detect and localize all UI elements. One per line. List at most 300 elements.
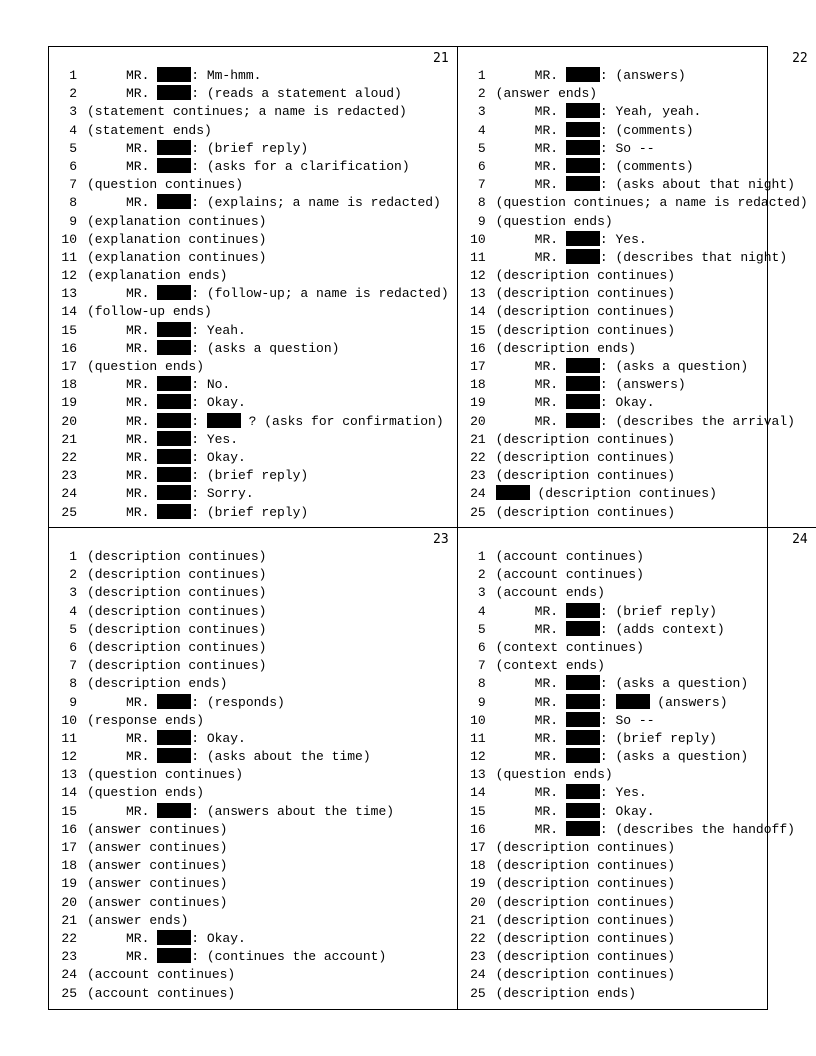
transcript-line <box>464 748 808 766</box>
transcript-line <box>464 158 808 176</box>
transcript-line <box>55 231 449 249</box>
transcript-line <box>464 603 808 621</box>
line-number: 8 <box>69 676 77 692</box>
line-text: (answer continues) <box>87 876 228 892</box>
line-text: (account continues) <box>87 967 236 983</box>
redaction-box <box>157 504 191 519</box>
transcript-line <box>55 730 449 748</box>
line-number: 20 <box>470 894 486 910</box>
transcript-line <box>55 603 449 621</box>
line-number: 10 <box>61 712 77 728</box>
transcript-line <box>55 748 449 766</box>
redaction-box <box>157 85 191 100</box>
transcript-line <box>464 67 808 85</box>
line-text: MR. : (answers) <box>495 694 728 710</box>
line-text: (answer ends) <box>495 86 598 102</box>
transcript-line <box>464 176 808 194</box>
line-number: 6 <box>69 158 77 174</box>
line-text: (question ends) <box>495 213 613 229</box>
redaction-box <box>157 158 191 173</box>
redaction-box <box>566 176 600 191</box>
line-text: (description continues) <box>495 949 676 965</box>
transcript-line <box>464 85 808 103</box>
line-text: MR. : (asks a question) <box>87 340 340 356</box>
redaction-box <box>566 730 600 745</box>
line-text: MR. : (brief reply) <box>87 468 309 484</box>
line-number: 21 <box>61 912 77 928</box>
redaction-box <box>566 103 600 118</box>
line-number: 6 <box>477 639 486 655</box>
transcript-line <box>55 584 449 602</box>
transcript-line <box>55 467 449 485</box>
redaction-box <box>157 194 191 209</box>
line-number: 16 <box>61 821 77 837</box>
line-text: MR. : (brief reply) <box>495 603 717 619</box>
line-number: 14 <box>61 304 77 320</box>
transcript-line <box>55 948 449 966</box>
transcript-line <box>55 358 449 376</box>
line-text: MR. : (asks a question) <box>495 676 749 692</box>
line-number: 5 <box>69 621 77 637</box>
redaction-box <box>157 376 191 391</box>
line-number: 11 <box>470 730 486 746</box>
transcript-line <box>55 213 449 231</box>
transcript-line <box>55 103 449 121</box>
redaction-box <box>566 621 600 636</box>
line-text: (answer ends) <box>87 912 189 928</box>
line-text: MR. : Yes. <box>495 231 647 247</box>
transcript-line <box>55 449 449 467</box>
line-text: MR. : Okay. <box>495 803 655 819</box>
line-number: 25 <box>470 504 486 520</box>
redaction-box <box>157 930 191 945</box>
redaction-box <box>157 340 191 355</box>
line-text: (description ends) <box>495 985 637 1001</box>
line-text: MR. : No. <box>87 377 231 393</box>
transcript-line <box>55 249 449 267</box>
line-text: (statement continues; a name is redacted) <box>87 104 407 120</box>
line-number: 13 <box>470 286 486 302</box>
transcript-line <box>55 966 449 984</box>
redaction-box <box>496 485 530 500</box>
redaction-box <box>566 67 600 82</box>
line-number: 9 <box>477 694 486 710</box>
transcript-line <box>55 122 449 140</box>
line-text: (description continues) <box>495 286 676 302</box>
redaction-box <box>566 231 600 246</box>
transcript-line <box>464 821 808 839</box>
line-number: 1 <box>477 549 486 564</box>
transcript-line <box>464 267 808 285</box>
line-number: 10 <box>61 231 77 247</box>
redaction-box <box>566 158 600 173</box>
line-number: 9 <box>69 694 77 710</box>
line-number: 2 <box>477 86 486 102</box>
transcript-line <box>464 231 808 249</box>
line-text: (statement ends) <box>87 122 212 138</box>
line-number: 5 <box>477 621 486 637</box>
transcript-line <box>464 548 808 566</box>
redaction-box <box>157 485 191 500</box>
page-number: 24 <box>792 532 808 547</box>
line-text: (description continues) <box>87 658 267 674</box>
line-text: MR. : (asks about that night) <box>495 177 795 193</box>
line-number: 20 <box>61 894 77 910</box>
line-number: 17 <box>61 840 77 855</box>
line-text: (answer continues) <box>87 858 228 874</box>
transcript-line <box>55 376 449 394</box>
line-number: 21 <box>61 431 77 447</box>
line-number: 19 <box>61 876 77 892</box>
line-text: (description continues) <box>87 639 267 655</box>
line-text: MR. : ? (asks for confirmation) <box>87 413 444 429</box>
line-text: MR. : (brief reply) <box>87 140 309 156</box>
transcript-line <box>464 358 808 376</box>
line-number: 22 <box>470 449 486 465</box>
line-number: 17 <box>470 359 486 374</box>
transcript-line <box>464 103 808 121</box>
redaction-box <box>207 413 241 428</box>
line-number: 1 <box>69 68 77 83</box>
transcript-line <box>464 966 808 984</box>
transcript-line <box>464 376 808 394</box>
line-number: 14 <box>470 785 486 801</box>
transcript-line <box>464 303 808 321</box>
transcript-line <box>55 784 449 802</box>
transcript-line <box>464 803 808 821</box>
transcript-line <box>55 694 449 712</box>
transcript-line <box>464 985 808 1003</box>
line-number: 9 <box>477 213 486 229</box>
line-text: MR. : (answers about the time) <box>87 803 395 819</box>
line-text: (account continues) <box>495 549 644 564</box>
line-text: (context ends) <box>495 658 605 674</box>
transcript-line <box>464 621 808 639</box>
transcript-line <box>464 584 808 602</box>
line-text: (description continues) <box>495 894 676 910</box>
line-number: 15 <box>61 322 77 338</box>
line-number: 23 <box>61 949 77 965</box>
redaction-box <box>157 748 191 763</box>
redaction-box <box>566 694 600 709</box>
line-text: (account continues) <box>87 985 236 1001</box>
line-number: 22 <box>61 449 77 465</box>
line-text: MR. : (describes the handoff) <box>495 821 795 837</box>
line-number: 14 <box>61 785 77 801</box>
line-number: 1 <box>69 549 77 564</box>
line-text: (question ends) <box>87 359 205 374</box>
line-text: (explanation continues) <box>87 213 267 229</box>
redaction-box <box>157 803 191 818</box>
line-text: MR. : (brief reply) <box>87 504 309 520</box>
line-text: MR. : Okay. <box>87 730 246 746</box>
transcript-line <box>55 566 449 584</box>
transcript-sheet <box>48 46 808 1010</box>
line-number: 5 <box>477 140 486 156</box>
line-text: (description continues) <box>495 449 676 465</box>
line-text: MR. : (asks a question) <box>495 359 749 374</box>
line-number: 8 <box>477 195 486 211</box>
page-number: 23 <box>433 532 449 547</box>
line-number: 23 <box>470 468 486 484</box>
redaction-box <box>157 67 191 82</box>
redaction-box <box>157 285 191 300</box>
line-number: 16 <box>470 821 486 837</box>
redaction-box <box>566 603 600 618</box>
transcript-line <box>464 194 808 212</box>
line-text: MR. : (comments) <box>495 158 694 174</box>
line-text: (question continues) <box>87 177 244 193</box>
transcript-page <box>49 528 458 1009</box>
line-number: 12 <box>61 749 77 765</box>
line-number: 24 <box>470 967 486 983</box>
transcript-line <box>55 303 449 321</box>
line-number: 13 <box>61 286 77 302</box>
line-number: 8 <box>477 676 486 692</box>
line-number: 16 <box>470 340 486 356</box>
line-text: (description continues) <box>495 431 676 447</box>
transcript-line <box>464 449 808 467</box>
line-text: MR. : Yes. <box>495 785 647 801</box>
transcript-line <box>464 413 808 431</box>
transcript-line <box>55 639 449 657</box>
transcript-line <box>464 712 808 730</box>
transcript-line <box>464 948 808 966</box>
line-number: 19 <box>470 876 486 892</box>
redaction-box <box>157 449 191 464</box>
page-number: 21 <box>433 51 449 66</box>
transcript-line <box>55 985 449 1003</box>
transcript-line <box>55 657 449 675</box>
redaction-box <box>157 322 191 337</box>
line-text: MR. : (explains; a name is redacted) <box>87 195 441 211</box>
transcript-line <box>464 322 808 340</box>
line-number: 3 <box>69 585 77 601</box>
line-text: MR. : (asks for a clarification) <box>87 158 410 174</box>
transcript-line <box>464 857 808 875</box>
line-text: MR. : (asks a question) <box>495 749 749 765</box>
line-text: MR. : (follow-up; a name is redacted) <box>87 286 449 302</box>
transcript-line <box>55 894 449 912</box>
transcript-line <box>464 694 808 712</box>
line-number: 18 <box>61 858 77 874</box>
line-text: (answer continues) <box>87 821 228 837</box>
transcript-line <box>55 67 449 85</box>
line-number: 15 <box>470 322 486 338</box>
line-number: 9 <box>69 213 77 229</box>
line-number: 13 <box>470 767 486 783</box>
line-number: 7 <box>69 658 77 674</box>
redaction-box <box>566 413 600 428</box>
line-number: 23 <box>470 949 486 965</box>
transcript-line <box>464 504 808 522</box>
line-number: 25 <box>61 985 77 1001</box>
transcript-line <box>55 322 449 340</box>
line-number: 22 <box>470 930 486 946</box>
line-text: (explanation continues) <box>87 231 267 247</box>
line-number: 11 <box>61 730 77 746</box>
line-text: (description continues) <box>87 567 267 583</box>
line-text: (description continues) <box>495 504 676 520</box>
line-number: 18 <box>470 377 486 393</box>
transcript-line <box>55 176 449 194</box>
transcript-line <box>55 413 449 431</box>
transcript-line <box>55 285 449 303</box>
line-text: (description continues) <box>495 858 676 874</box>
transcript-page <box>458 528 816 1009</box>
line-number: 24 <box>61 967 77 983</box>
line-text: MR. : (continues the account) <box>87 949 387 965</box>
line-number: 11 <box>61 249 77 265</box>
transcript-page <box>49 47 458 528</box>
transcript-line <box>464 930 808 948</box>
line-text: MR. : Mm-hmm. <box>87 68 262 83</box>
line-text: MR. : (comments) <box>495 122 694 138</box>
transcript-line <box>464 639 808 657</box>
line-number: 16 <box>61 340 77 356</box>
line-text: (description continues) <box>495 930 676 946</box>
redaction-box <box>157 694 191 709</box>
line-text: MR. : Okay. <box>87 449 246 465</box>
line-number: 21 <box>470 431 486 447</box>
line-text: (follow-up ends) <box>87 304 212 320</box>
line-number: 7 <box>477 177 486 193</box>
line-text: (account ends) <box>495 585 605 601</box>
transcript-line <box>55 912 449 930</box>
line-text: (description continues) <box>495 876 676 892</box>
line-text: (question ends) <box>495 767 613 783</box>
line-text: MR. : (responds) <box>87 694 285 710</box>
transcript-line <box>464 766 808 784</box>
line-text: MR. : (answers) <box>495 68 686 83</box>
line-number: 14 <box>470 304 486 320</box>
line-text: MR. : (answers) <box>495 377 686 393</box>
line-number: 25 <box>61 504 77 520</box>
transcript-line <box>55 340 449 358</box>
transcript-line <box>55 712 449 730</box>
transcript-line <box>55 194 449 212</box>
redaction-box <box>566 376 600 391</box>
line-number: 24 <box>470 486 486 502</box>
line-text: (description ends) <box>495 340 637 356</box>
redaction-box <box>566 803 600 818</box>
transcript-line <box>55 158 449 176</box>
line-number: 12 <box>470 268 486 284</box>
line-number: 10 <box>470 712 486 728</box>
line-number: 4 <box>69 122 77 138</box>
line-text: MR. : Yeah. <box>87 322 246 338</box>
transcript-line <box>464 122 808 140</box>
line-text: MR. : Yes. <box>87 431 239 447</box>
transcript-line <box>464 839 808 857</box>
transcript-line <box>464 730 808 748</box>
transcript-line <box>464 213 808 231</box>
redaction-box <box>157 431 191 446</box>
line-number: 6 <box>477 158 486 174</box>
transcript-line <box>55 875 449 893</box>
redaction-box <box>157 730 191 745</box>
line-text: (context continues) <box>495 639 644 655</box>
transcript-line <box>55 675 449 693</box>
line-text: MR. : (describes the arrival) <box>495 413 795 429</box>
transcript-line <box>464 875 808 893</box>
line-text: (answer continues) <box>87 894 228 910</box>
page-number: 22 <box>792 51 808 66</box>
redaction-box <box>157 394 191 409</box>
line-text: MR. : Okay. <box>495 395 655 411</box>
line-text: MR. : (brief reply) <box>495 730 717 746</box>
transcript-line <box>55 803 449 821</box>
redaction-box <box>157 140 191 155</box>
transcript-line <box>464 784 808 802</box>
transcript-page <box>458 47 816 528</box>
line-text: (question continues; a name is redacted) <box>495 195 808 211</box>
redaction-box <box>566 675 600 690</box>
transcript-line <box>55 839 449 857</box>
line-number: 18 <box>61 377 77 393</box>
redaction-box <box>157 413 191 428</box>
line-text: MR. : Sorry. <box>87 486 254 502</box>
line-number: 2 <box>69 567 77 583</box>
transcript-line <box>55 821 449 839</box>
transcript-line <box>464 485 808 503</box>
line-number: 7 <box>477 658 486 674</box>
line-text: (description continues) <box>87 603 267 619</box>
line-text: (description continues) <box>496 485 808 503</box>
line-number: 20 <box>61 413 77 429</box>
line-number: 3 <box>477 104 486 120</box>
transcript-line <box>55 548 449 566</box>
redaction-box <box>157 467 191 482</box>
line-number: 22 <box>61 930 77 946</box>
transcript-line <box>55 431 449 449</box>
line-text: MR. : (asks about the time) <box>87 749 371 765</box>
transcript-line <box>55 267 449 285</box>
line-text: (description continues) <box>87 621 267 637</box>
transcript-line <box>464 657 808 675</box>
line-text: MR. : Yeah, yeah. <box>495 104 702 120</box>
redaction-box <box>566 821 600 836</box>
transcript-line <box>464 140 808 158</box>
line-number: 21 <box>470 912 486 928</box>
line-number: 6 <box>69 639 77 655</box>
line-number: 7 <box>69 177 77 193</box>
line-number: 15 <box>470 803 486 819</box>
line-number: 2 <box>69 86 77 102</box>
line-text: (description continues) <box>495 840 676 855</box>
transcript-line <box>55 857 449 875</box>
line-number: 19 <box>61 395 77 411</box>
transcript-line <box>55 485 449 503</box>
transcript-line <box>55 85 449 103</box>
line-text: (response ends) <box>87 712 205 728</box>
line-text: (description ends) <box>87 676 228 692</box>
line-text: MR. : (describes that night) <box>495 249 788 265</box>
line-number: 13 <box>61 767 77 783</box>
line-number: 17 <box>470 840 486 855</box>
line-text: (description continues) <box>495 912 676 928</box>
line-number: 4 <box>477 122 486 138</box>
transcript-line <box>55 930 449 948</box>
line-text: (question ends) <box>87 785 205 801</box>
line-number: 18 <box>470 858 486 874</box>
redaction-box <box>566 748 600 763</box>
line-text: (description continues) <box>495 322 676 338</box>
redaction-box <box>616 694 650 709</box>
transcript-line <box>464 894 808 912</box>
transcript-line <box>464 394 808 412</box>
line-text: (explanation continues) <box>87 249 267 265</box>
